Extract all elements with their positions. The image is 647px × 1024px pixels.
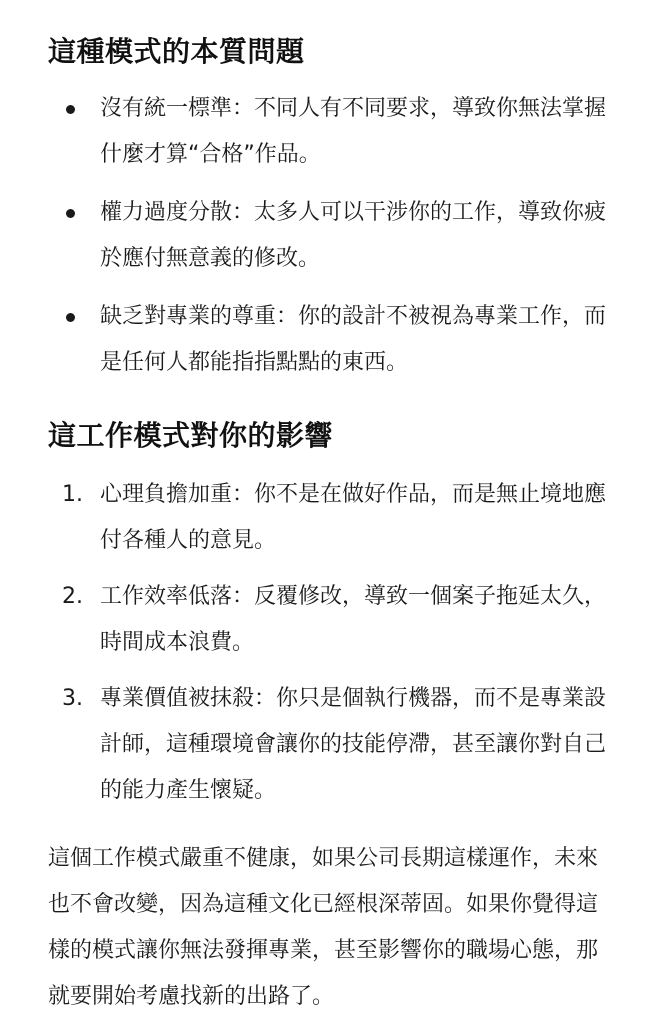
list-item [48,574,608,666]
list-item-text: 權力過度分散：太多人可以干涉你的工作，導致你疲於應付無意義的修改。 [100,200,607,271]
list-item-number: 3. [62,686,83,711]
list-item-text: 心理負擔加重：你不是在做好作品，而是無止境地應付各種人的意見。 [100,482,607,553]
list-item [48,294,608,386]
list-item [48,86,608,178]
list-item-number: 2. [62,584,83,609]
list-item [48,190,608,282]
conclusion-paragraph: 這個工作模式嚴重不健康，如果公司長期這樣運作，未來也不會改變，因為這種文化已經根深蒂固。如果你覺得這樣的模式讓你無法發揮專業，甚至影響你的職場心態，那就要開始考慮找新的出路了。 [48,846,599,1009]
section-heading-impact: 這工作模式對你的影響 [48,419,334,452]
list-item-number: 1. [62,482,83,507]
bullet-list [48,86,608,398]
numbered-list [48,472,608,824]
section-heading-essential-problems: 這種模式的本質問題 [48,35,305,68]
bullet-dot-icon [66,105,75,114]
list-item [48,472,608,564]
list-item-text: 缺乏對專業的尊重：你的設計不被視為專業工作，而是任何人都能指指點點的東西。 [100,304,607,375]
list-item [48,676,608,814]
bullet-dot-icon [66,313,75,322]
list-item-text: 專業價值被抹殺：你只是個執行機器，而不是專業設計師，這種環境會讓你的技能停滯，甚至讓你對自己的能力產生懷疑。 [100,686,607,803]
list-item-text: 沒有統一標準：不同人有不同要求，導致你無法掌握什麼才算“合格”作品。 [100,96,607,167]
bullet-dot-icon [66,209,75,218]
list-item-text: 工作效率低落：反覆修改，導致一個案子拖延太久，時間成本浪費。 [100,584,607,655]
